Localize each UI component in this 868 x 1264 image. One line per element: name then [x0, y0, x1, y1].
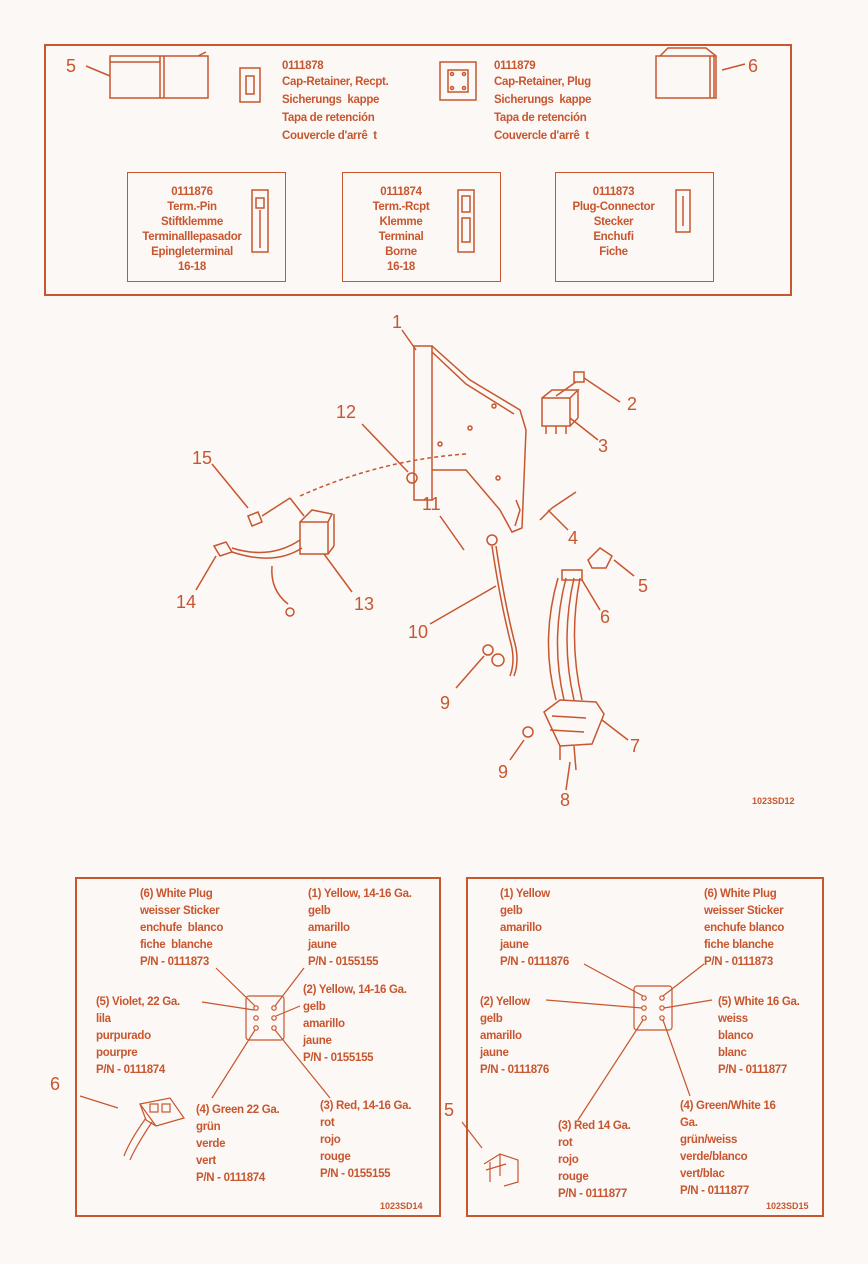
term-pin-line: Terminalllepasador — [142, 231, 242, 243]
part-0111879-line: Cap-Retainer, Plug — [494, 76, 591, 88]
term-rcpt-number: 0111874 — [380, 186, 422, 198]
pin4-label: P/N - 0111874 — [196, 1172, 265, 1184]
callout-9-upper: 9 — [440, 693, 451, 713]
pin1-label: amarillo — [308, 922, 350, 934]
socket-pin2-label: jaune — [480, 1047, 509, 1059]
plug-connector-line: Fiche — [599, 246, 628, 258]
part-0111879-line: Couvercle d'arrê t — [494, 130, 589, 142]
socket-pin4-label: P/N - 0111877 — [680, 1185, 749, 1197]
plug-connector-line: Plug-Connector — [572, 201, 655, 213]
pin5-label: pourpre — [96, 1047, 138, 1059]
socket-pin6-label: enchufe blanco — [704, 922, 785, 934]
term-pin-number: 0111876 — [171, 186, 213, 198]
pin3-label: rot — [320, 1117, 335, 1129]
socket-pin3-label: P/N - 0111877 — [558, 1188, 627, 1200]
callout-5: 5 — [638, 576, 649, 596]
pin2-label: (2) Yellow, 14-16 Ga. — [303, 984, 407, 996]
pin3-label: rojo — [320, 1134, 341, 1146]
pin5-label: lila — [96, 1013, 111, 1025]
callout-2: 2 — [627, 394, 638, 414]
callout-10: 10 — [408, 622, 429, 642]
callout-9-lower: 9 — [498, 762, 509, 782]
socket-pin5-label: P/N - 0111877 — [718, 1064, 787, 1076]
socket-pin2-label: P/N - 0111876 — [480, 1064, 549, 1076]
part-0111879-line: Sicherungs kappe — [494, 94, 592, 106]
callout-6-plug: 6 — [50, 1074, 61, 1094]
pin6-label: fiche blanche — [140, 939, 213, 951]
callout-14: 14 — [176, 592, 197, 612]
pin3-label: (3) Red, 14-16 Ga. — [320, 1100, 412, 1112]
pin2-label: amarillo — [303, 1018, 345, 1030]
callout-5-socket: 5 — [444, 1100, 455, 1120]
pin4-label: vert — [196, 1155, 216, 1167]
socket-pin4-label: (4) Green/White 16 — [680, 1100, 776, 1112]
socket-pin6-label: fiche blanche — [704, 939, 774, 951]
callout-12: 12 — [336, 402, 357, 422]
term-rcpt-line: Term.-Rcpt — [372, 201, 430, 213]
callout-8: 8 — [560, 790, 571, 810]
socket-pin4-label: Ga. — [680, 1117, 698, 1129]
callout-11: 11 — [422, 494, 441, 514]
callout-6: 6 — [600, 607, 611, 627]
term-rcpt-line: Terminal — [378, 231, 424, 243]
part-0111878-number: 0111878 — [282, 60, 324, 72]
socket-pin6-label: (6) White Plug — [704, 888, 777, 900]
term-pin-line: Term.-Pin — [167, 201, 217, 213]
pin4-label: (4) Green 22 Ga. — [196, 1104, 280, 1116]
plug-connector-number: 0111873 — [592, 186, 635, 198]
socket-pin5-label: blanc — [718, 1047, 747, 1059]
pin3-label: rouge — [320, 1151, 351, 1163]
pin1-label: (1) Yellow, 14-16 Ga. — [308, 888, 412, 900]
plug-connector-line: Stecker — [593, 216, 634, 228]
socket-pin1-label: (1) Yellow — [500, 888, 550, 900]
pin6-label: (6) White Plug — [140, 888, 213, 900]
socket-pin5-label: blanco — [718, 1030, 754, 1042]
socket-pin5-label: (5) White 16 Ga. — [718, 996, 800, 1008]
pin6-label: P/N - 0111873 — [140, 956, 209, 968]
callout-3: 3 — [598, 436, 609, 456]
callout-15: 15 — [192, 448, 213, 468]
socket-pin4-label: vert/blac — [680, 1168, 725, 1180]
callout-6-top: 6 — [748, 56, 759, 76]
socket-pin5-label: weiss — [718, 1013, 748, 1025]
socket-pin4-label: grün/weiss — [680, 1134, 738, 1146]
part-0111879-number: 0111879 — [494, 60, 536, 72]
socket-pin2-label: amarillo — [480, 1030, 522, 1042]
plug-connector-line: Enchuﬁ — [593, 231, 634, 243]
pin2-label: gelb — [303, 1001, 326, 1013]
pin1-label: gelb — [308, 905, 331, 917]
pin3-label: P/N - 0155155 — [320, 1168, 391, 1180]
pin5-label: purpurado — [96, 1030, 151, 1042]
pin1-label: P/N - 0155155 — [308, 956, 379, 968]
part-0111878-line: Cap-Retainer, Recpt. — [282, 76, 389, 88]
part-0111878-line: Couvercle d'arrê t — [282, 130, 377, 142]
socket-pin3-label: (3) Red 14 Ga. — [558, 1120, 631, 1132]
socket-pin2-label: (2) Yellow — [480, 996, 530, 1008]
socket-pin6-label: P/N - 0111873 — [704, 956, 773, 968]
figure-code-plug: 1023SD14 — [380, 1201, 423, 1211]
term-pin-line: Epingleterminal — [151, 246, 233, 258]
callout-1: 1 — [392, 312, 403, 332]
socket-pin1-label: gelb — [500, 905, 523, 917]
socket-pin3-label: rot — [558, 1137, 573, 1149]
socket-pin1-label: jaune — [500, 939, 529, 951]
pin5-label: (5) Violet, 22 Ga. — [96, 996, 180, 1008]
socket-pin3-label: rouge — [558, 1171, 589, 1183]
part-0111879-line: Tapa de retención — [494, 112, 587, 124]
term-rcpt-line: Borne — [385, 246, 417, 258]
pin1-label: jaune — [308, 939, 337, 951]
part-0111878-line: Tapa de retención — [282, 112, 375, 124]
figure-code-socket: 1023SD15 — [766, 1201, 809, 1211]
term-rcpt-line: 16-18 — [387, 261, 415, 273]
callout-7: 7 — [630, 736, 641, 756]
socket-pin2-label: gelb — [480, 1013, 503, 1025]
callout-5-top: 5 — [66, 56, 77, 76]
pin6-label: weisser Sticker — [140, 905, 220, 917]
term-pin-line: 16-18 — [178, 261, 206, 273]
pin4-label: grün — [196, 1121, 221, 1133]
pin2-label: P/N - 0155155 — [303, 1052, 374, 1064]
pin2-label: jaune — [303, 1035, 332, 1047]
socket-pin1-label: amarillo — [500, 922, 542, 934]
term-rcpt-line: Klemme — [379, 216, 423, 228]
callout-13: 13 — [354, 594, 375, 614]
part-0111878-line: Sicherungs kappe — [282, 94, 380, 106]
socket-pin4-label: verde/blanco — [680, 1151, 748, 1163]
figure-code-assembly: 1023SD12 — [752, 796, 795, 806]
pin4-label: verde — [196, 1138, 226, 1150]
socket-pin6-label: weisser Sticker — [704, 905, 784, 917]
callout-4: 4 — [568, 528, 579, 548]
socket-pin1-label: P/N - 0111876 — [500, 956, 569, 968]
term-pin-line: Stiftklemme — [161, 216, 223, 228]
pin6-label: enchufe blanco — [140, 922, 224, 934]
socket-pin3-label: rojo — [558, 1154, 579, 1166]
pin5-label: P/N - 0111874 — [96, 1064, 165, 1076]
